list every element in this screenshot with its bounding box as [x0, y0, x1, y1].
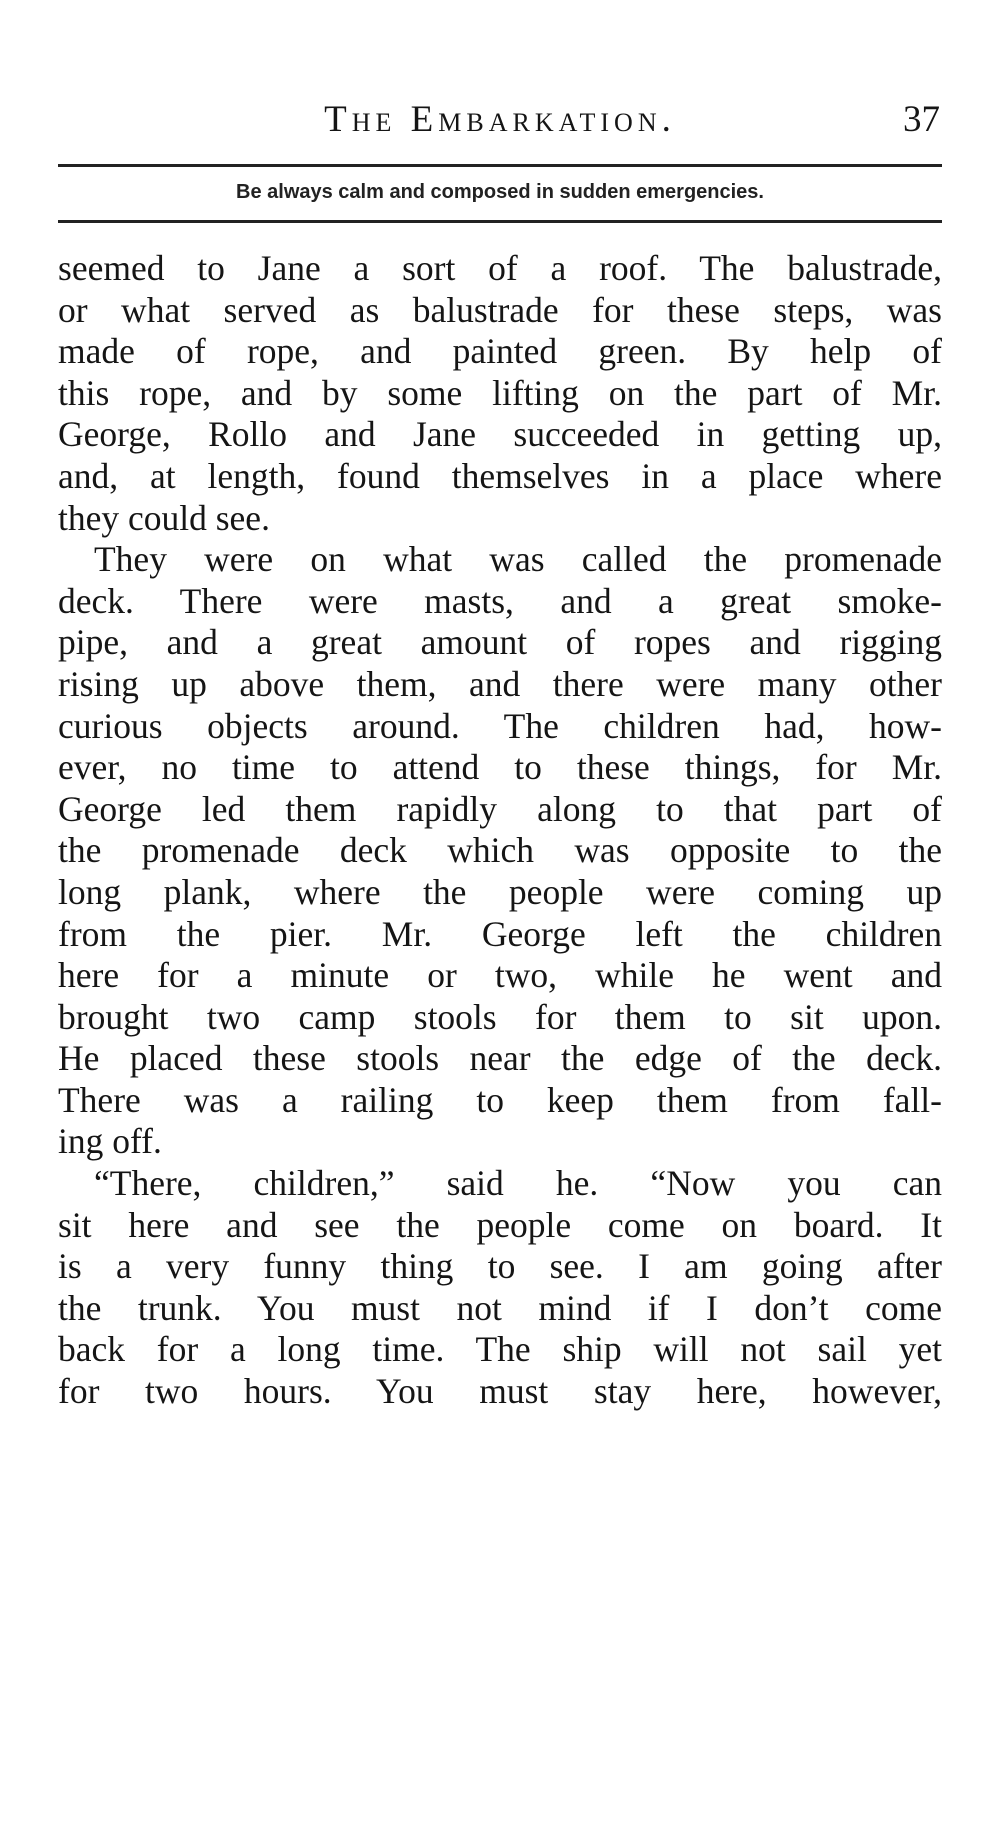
text-line: made of rope, and painted green. By help of — [58, 331, 942, 372]
text-line: George led them rapidly along to that part of — [58, 788, 942, 829]
text-line: the trunk. You must not mind if I don’t come — [58, 1287, 942, 1328]
text-line: for two hours. You must stay here, however, — [58, 1371, 942, 1412]
text-line: long plank, where the people were coming up — [58, 871, 942, 912]
text-line: He placed these stools near the edge of the deck. — [58, 1038, 942, 1079]
running-head — [60, 98, 940, 142]
page-motto: Be always calm and composed in sudden emergencies. — [236, 181, 764, 203]
text-line: rising up above them, and there were many other — [58, 663, 942, 704]
text-line: There was a railing to keep them from fall- — [58, 1079, 942, 1120]
text-line: sit here and see the people come on board. It — [58, 1204, 942, 1245]
text-line: or what served as balustrade for these steps, was — [58, 289, 942, 330]
text-line: George, Rollo and Jane succeeded in getting up, — [58, 414, 942, 455]
text-line: brought two camp stools for them to sit upon. — [58, 996, 942, 1037]
text-line: pipe, and a great amount of ropes and rigging — [58, 622, 942, 663]
text-line: is a very funny thing to see. I am going after — [58, 1246, 942, 1287]
text-line: here for a minute or two, while he went and — [58, 955, 942, 996]
text-line: they could see. — [58, 497, 270, 538]
text-line: back for a long time. The ship will not sail yet — [58, 1329, 942, 1370]
text-line: seemed to Jane a sort of a roof. The balustrade, — [58, 248, 942, 288]
text-line: ing off. — [58, 1121, 162, 1162]
text-line: ever, no time to attend to these things, for Mr. — [58, 747, 942, 788]
text-line: They were on what was called the promenade — [94, 539, 942, 580]
text-line: “There, children,” said he. “Now you can — [94, 1163, 942, 1204]
text-line: from the pier. Mr. George left the children — [58, 913, 942, 954]
page-number: 37 — [903, 99, 940, 140]
text-line: curious objects around. The children had, how- — [58, 705, 942, 746]
text-line: deck. There were masts, and a great smoke- — [58, 580, 942, 621]
text-line: and, at length, found themselves in a place where — [58, 455, 942, 496]
header-rule-top — [58, 164, 942, 167]
text-line: this rope, and by some lifting on the part of Mr. — [58, 372, 942, 413]
chapter-title: The Embarkation. — [324, 99, 676, 140]
body-text — [58, 248, 942, 1413]
text-line: the promenade deck which was opposite to the — [58, 830, 942, 871]
header-rule-bottom — [58, 220, 942, 223]
